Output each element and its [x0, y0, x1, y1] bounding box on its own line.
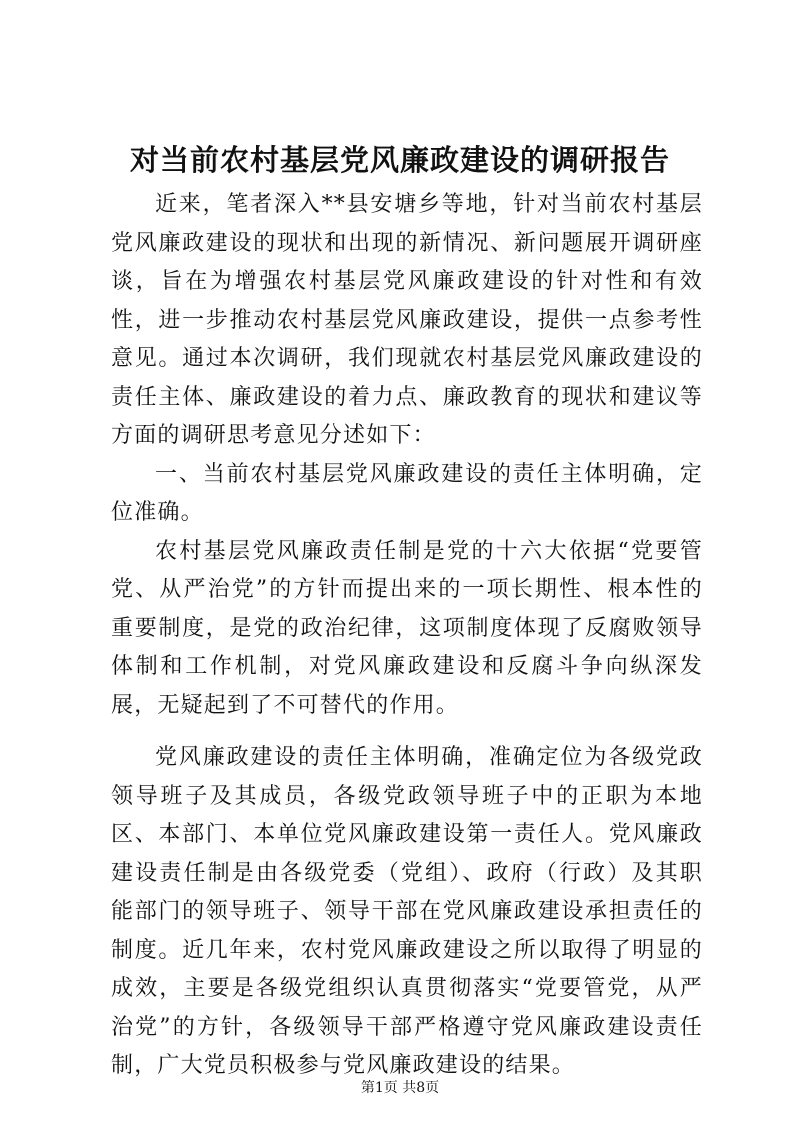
paragraph-section-heading: 一、当前农村基层党风廉政建设的责任主体明确，定位准确。 [111, 461, 703, 525]
document-body [111, 186, 703, 1086]
page-footer: 第1页 共8页 [360, 1080, 440, 1096]
paragraph-responsibility-subject: 党风廉政建设的责任主体明确，准确定位为各级党政领导班子及其成员，各级党政领导班子中的正职为本地区、本部门、本单位党风廉政建设第一责任人。党风廉政建设责任制是由各级党委（党组）、政府（行政）及其职能部门的领导班子、领导干部在党风廉政建设承担责任的制度。近几年来，农村党风廉政建设之所以取得了明显的成效，主要是各级党组织认真贯彻落实“党要管党，从严治党”的方针，各级领导干部严格遵守党风廉政建设责任制，广大党员积极参与党风廉政建设的结果。 [111, 745, 703, 1078]
paragraph-responsibility-system: 农村基层党风廉政责任制是党的十六大依据“党要管党、从严治党”的方针而提出来的一项长期性、根本性的重要制度，是党的政治纪律，这项制度体现了反腐败领导体制和工作机制，对党风廉政建设和反腐斗争向纵深发展，无疑起到了不可替代的作用。 [111, 538, 703, 718]
paragraph-intro: 近来，笔者深入**县安塘乡等地，针对当前农村基层党风廉政建设的现状和出现的新情况、新问题展开调研座谈，旨在为增强农村基层党风廉政建设的针对性和有效性，进一步推动农村基层党风廉政建设，提供一点参考性意见。通过本次调研，我们现就农村基层党风廉政建设的责任主体、廉政建设的着力点、廉政教育的现状和建议等方面的调研思考意见分述如下： [111, 192, 703, 448]
document-title: 对当前农村基层党风廉政建设的调研报告 [129, 143, 670, 177]
